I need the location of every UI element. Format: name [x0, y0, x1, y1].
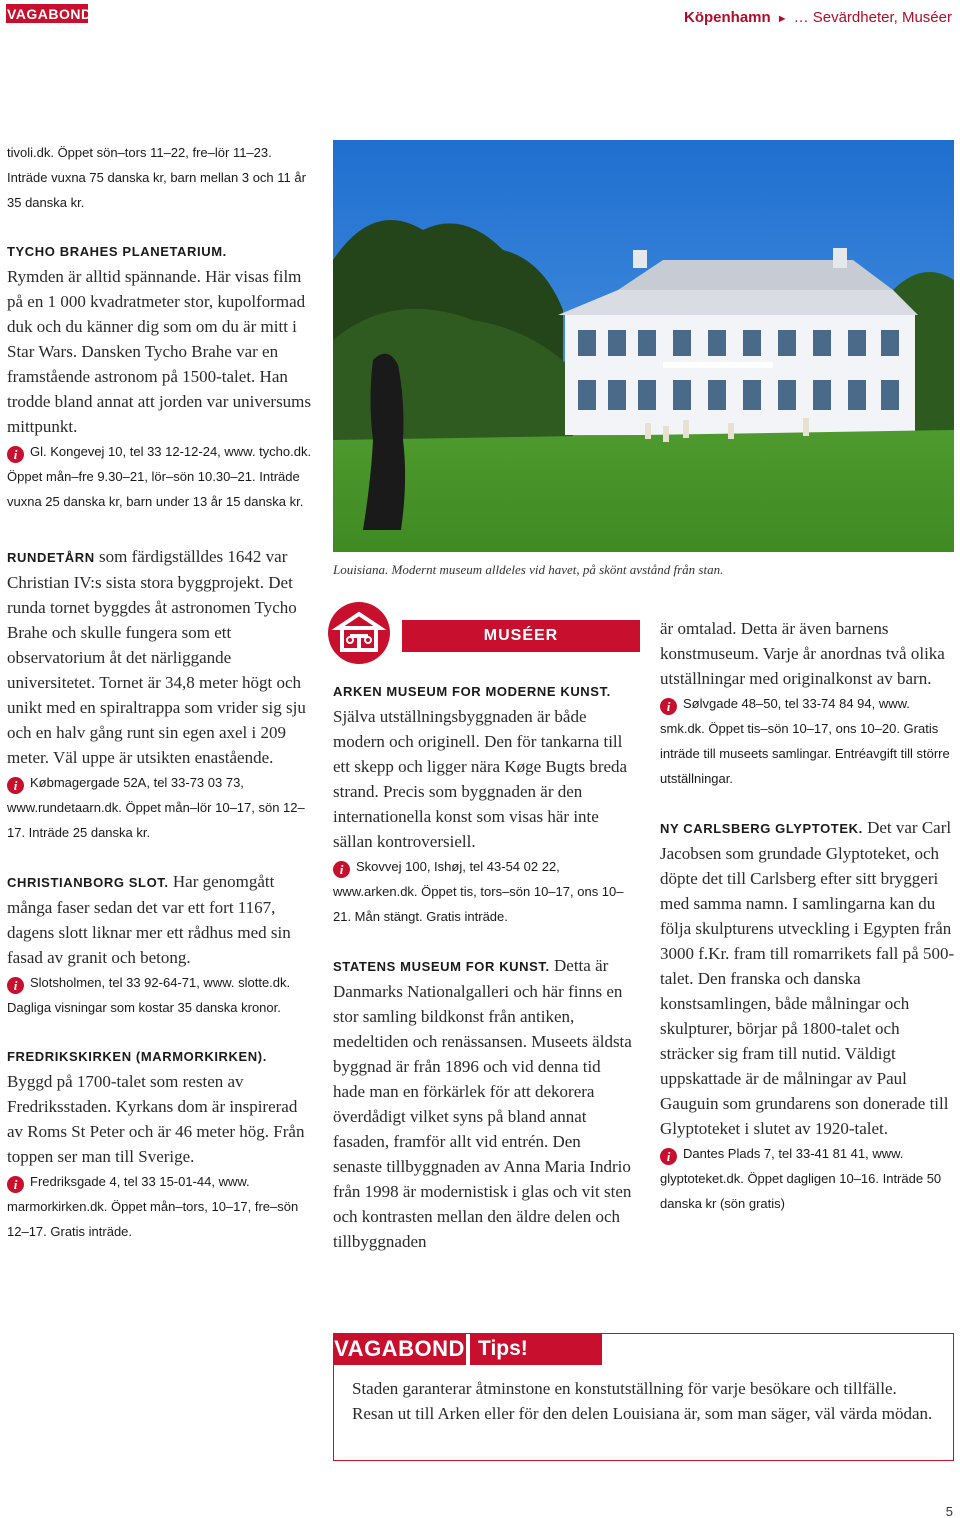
info-icon: i — [7, 446, 24, 463]
tycho-info: Gl. Kongevej 10, tel 33 12-12-24, www. tycho.dk. Öppet mån–fre 9.30–21, lör–sön 10.30–21. Inträde vuxna 25 danska kr, barn under 13 år 15 danska kr. — [7, 444, 312, 509]
museum-building-icon — [326, 600, 392, 666]
christianborg-paragraph — [7, 869, 312, 970]
rundetarn-info-line — [7, 770, 312, 845]
museer-section-banner: MUSÉER — [402, 620, 640, 652]
middle-column — [333, 678, 633, 1278]
rundetarn-info: Købmagergade 52A, tel 33-73 03 73, www.rundetaarn.dk. Öppet mån–lör 10–17, sön 12–17. Inträde 25 danska kr. — [7, 775, 305, 840]
statens-paragraph — [333, 953, 633, 1254]
left-column — [7, 140, 312, 1268]
christianborg-body: Har genomgått många faser sedan det var ett fort 1167, dagens slott liknar mer ett rådhus med sin fasad av granit och betong. — [7, 872, 291, 967]
page-number: 5 — [945, 1504, 953, 1518]
tycho-heading: TYCHO BRAHES PLANETARIUM. — [7, 244, 227, 259]
tycho-section — [7, 239, 312, 514]
statens-continued-section — [660, 616, 955, 791]
glyptotek-heading: NY CARLSBERG GLYPTOTEK. — [660, 821, 863, 836]
rundetarn-paragraph — [7, 544, 312, 770]
info-icon: i — [7, 777, 24, 794]
info-icon: i — [660, 1148, 677, 1165]
tycho-info-line — [7, 439, 312, 514]
tips-label: Tips! — [470, 1333, 602, 1365]
arken-info-line — [333, 854, 633, 929]
arken-heading: ARKEN MUSEUM FOR MODERNE KUNST. — [333, 684, 611, 699]
arken-paragraph — [333, 678, 633, 854]
tips-vagabond-logo: VAGABOND — [333, 1333, 466, 1365]
rundetarn-body: som färdigställdes 1642 var Christian IV:s sista stora byggprojekt. Det runda tornet byggdes åt astronomen Tycho Brahe och skulle fungera som ett observatorium åt det närliggande universitetet. Tornet är 34,8 meter högt och unikt med en spiraltrappa som vrider sig sju och en halv gång runt sin egen axel i 209 meter. Väl uppe är utsikten enastående. — [7, 547, 306, 767]
breadcrumb — [684, 9, 952, 26]
christianborg-heading: CHRISTIANBORG SLOT. — [7, 875, 169, 890]
statens-heading: STATENS MUSEUM FOR KUNST. — [333, 959, 550, 974]
tips-header — [333, 1333, 602, 1365]
arken-section — [333, 678, 633, 929]
arken-info: Skovvej 100, Ishøj, tel 43-54 02 22, www.arken.dk. Öppet tis, tors–sön 10–17, ons 10–21. Mån stängt. Gratis inträde. — [333, 859, 624, 924]
glyptotek-section — [660, 815, 955, 1216]
right-column — [660, 616, 955, 1240]
breadcrumb-city[interactable]: Köpenhamn — [684, 9, 771, 26]
rundetarn-heading: RUNDETÅRN — [7, 550, 95, 565]
fredrikskirken-heading: FREDRIKSKIRKEN (MARMORKIRKEN). — [7, 1049, 267, 1064]
breadcrumb-section[interactable]: … Sevärdheter, Muséer — [793, 9, 952, 26]
tycho-body: Rymden är alltid spännande. Här visas film på en 1 000 kvadratmeter stor, kupolformad duk och du känner dig som om du är mitt i Star Wars. Dansken Tycho Brahe var en framstående astronom på 1500-talet. Han trodde bland annat att jorden var universums mittpunkt. — [7, 267, 312, 436]
info-icon: i — [333, 861, 350, 878]
fredrikskirken-info-line — [7, 1169, 312, 1244]
christianborg-section — [7, 869, 312, 1020]
vagabond-logo: VAGABOND — [7, 6, 92, 22]
arken-body: Själva utställningsbyggnaden är både modern och originell. Den för tankarna till ett skepp och ligger nära Køge Bugts breda strand. Precis som byggnaden är den internationella konst som visas här inte sällan kontroversiell. — [333, 707, 628, 851]
christianborg-info-line — [7, 970, 312, 1020]
fredrikskirken-info: Fredriksgade 4, tel 33 15-01-44, www. marmorkirken.dk. Öppet mån–tors, 10–17, fre–sön 12–17. Gratis inträde. — [7, 1174, 299, 1239]
info-icon: i — [7, 977, 24, 994]
rundetarn-section — [7, 544, 312, 845]
tips-box — [333, 1333, 954, 1461]
christianborg-info: Slotsholmen, tel 33 92-64-71, www. slotte.dk. Dagliga visningar som kostar 35 danska kronor. — [7, 975, 291, 1015]
fredrikskirken-section — [7, 1044, 312, 1244]
glyptotek-info-line — [660, 1141, 955, 1216]
info-icon: i — [7, 1176, 24, 1193]
statens-body: Detta är Danmarks Nationalgalleri och här finns en stor samling bildkonst från antiken, medeltiden och renässansen. Museets äldsta byggnad är från 1896 och vid denna tid hade man en förkärlek för att dekorera överdådigt vilket syns på bland annat fasaden, framför allt vid entrén. Den senaste tillbyggnaden av Anna Maria Indrio från 1998 är modernistisk i glas och vit sten och kontrasten mellan den äldre delen och tillbyggnaden — [333, 956, 632, 1251]
fredrikskirken-body: Byggd på 1700-talet som resten av Fredriksstaden. Kyrkans dom är inspirerad av Roms St Peter och är 46 meter hög. Från toppen ser man till Sverige. — [7, 1072, 305, 1166]
statens-info-line — [660, 691, 955, 791]
glyptotek-info: Dantes Plads 7, tel 33-41 81 41, www. glyptoteket.dk. Öppet dagligen 10–16. Inträde 50 danska kr (sön gratis) — [660, 1146, 942, 1211]
statens-info: Sølvgade 48–50, tel 33-74 84 94, www. smk.dk. Öppet tis–sön 10–17, ons 10–20. Gratis inträde till museets samlingar. Entréavgift till större utställningar. — [660, 696, 950, 786]
glyptotek-body: Det var Carl Jacobsen som grundade Glyptoteket, och döpte det till Carlsberg efter sitt bryggeri med samma namn. I samlingarna kan du följa skulpturens utveckling i Egypten från 3000 f.Kr. fram till romarrikets fall på 500-talet. Den franska och danska konstsamlingen, både målningar och skulpturer, börjar på 1800-talet och sträcker sig fram till nutid. Väldigt uppskattade är de målningar av Paul Gauguin som grundarens son donerade till Glyptoteket i slutet av 1920-talet. — [660, 818, 955, 1138]
photo-caption: Louisiana. Modernt museum alldeles vid havet, på skönt avstånd från stan. — [333, 562, 724, 577]
tivoli-info: tivoli.dk. Öppet sön–tors 11–22, fre–lör 11–23. Inträde vuxna 75 danska kr, barn mellan 3 och 11 år 35 danska kr. — [7, 145, 306, 210]
statens-section — [333, 953, 633, 1254]
louisiana-photo — [333, 140, 954, 552]
info-icon: i — [660, 698, 677, 715]
glyptotek-paragraph — [660, 815, 955, 1141]
breadcrumb-arrow-icon: ► — [776, 13, 788, 25]
tips-text: Staden garanterar åtminstone en konstutställning för varje besökare och tillfälle. Resan ut till Arken eller för den delen Louisiana är, som man säger, väl värda mödan. — [352, 1379, 933, 1423]
statens-continued: är omtalad. Detta är även barnens konstmuseum. Varje år anordnas två olika utställningar med originalkonst av barn. — [660, 619, 945, 688]
